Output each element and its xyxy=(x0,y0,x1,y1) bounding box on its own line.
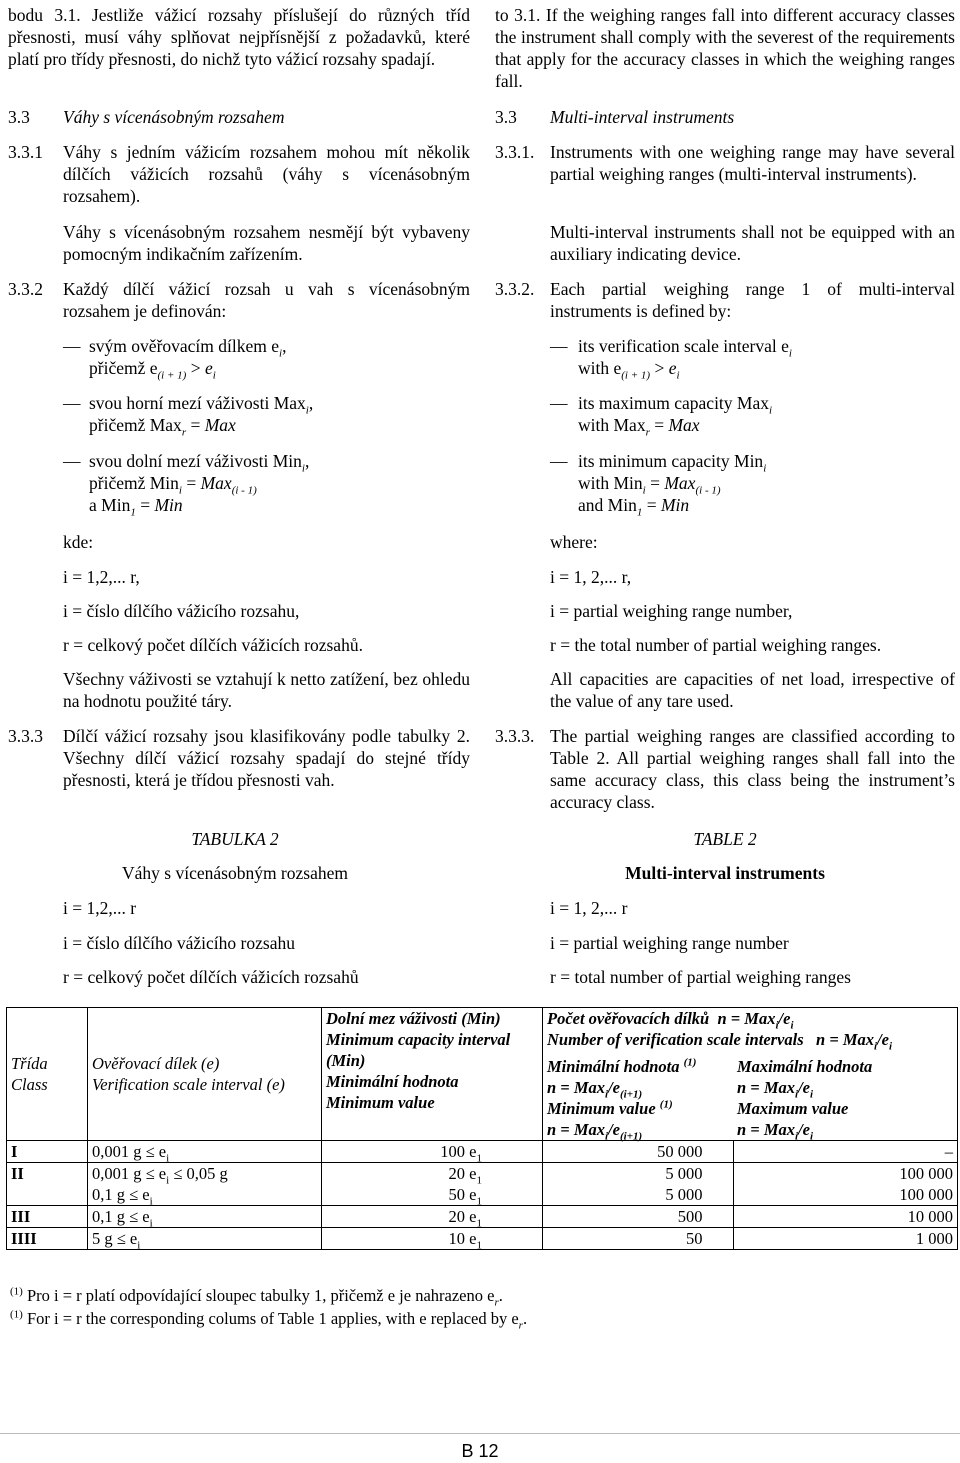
section-number: 3.3 xyxy=(495,107,517,127)
def-text: its verification scale interval e xyxy=(578,336,789,356)
cz-para-331 xyxy=(8,141,470,207)
section-number: 3.3 xyxy=(8,107,30,127)
e-cell: 0,001 $g \le e_i \le 0,05$ g 0,1 $g \le e_i$ xyxy=(88,1163,322,1206)
en-table-i-def: i = partial weighing range number xyxy=(550,933,789,953)
min-cell: 10 $e_1$ xyxy=(322,1228,543,1250)
para-number: 3.3.3 xyxy=(8,726,43,746)
footnote-text: For i = r the corresponding colums of Table 1 applies, with e replaced by e xyxy=(26,1309,519,1328)
cz-all-capacities: Všechny váživosti se vztahují k netto zatížení, bez ohledu na hodnotu použité táry. xyxy=(63,669,470,711)
class-cell: II xyxy=(7,1163,88,1206)
para-number: 3.3.1 xyxy=(8,142,43,162)
def-item-2: — its maximum capacity Max$_i$ with Max$_r$ = Max xyxy=(550,393,773,439)
def-item-3: — its minimum capacity Min$_i$ with Min$_i$ = Max$_{(i - 1)}$ and Min$_1$ = Min xyxy=(550,451,767,519)
cz-para-331b: Váhy s vícenásobným rozsahem nesmějí být vybaveny pomocným indikačním zařízením. xyxy=(63,222,470,264)
def-text: přičemž e xyxy=(89,358,158,378)
header-text: Minimum value xyxy=(326,1093,435,1112)
para-text: Dílčí vážicí rozsahy jsou klasifikovány podle tabulky 2. Všechny dílčí vážicí rozsahy spadají do stejné třídy přesnosti, která je třídou přesnosti vah. xyxy=(63,726,470,790)
footnote-cz: $^{(1)}$ Pro i = r platí odpovídající sloupec tabulky 1, přičemž e je nahrazeno $e_r$. xyxy=(10,1285,503,1309)
def-text: a Min xyxy=(89,495,131,515)
def-item-2: — svou horní mezí váživosti Max$_i$, přičemž Max$_r$ = Max xyxy=(63,393,314,439)
def-item-1: — svým ověřovacím dílkem $e_i$, přičemž $e_{(i + 1)} > e_i$ xyxy=(63,336,287,382)
header-text: Minimum value xyxy=(547,1099,656,1118)
cell-text: 0,001 g ≤ e xyxy=(92,1164,167,1183)
en-intro: to 3.1. If the weighing ranges fall into different accuracy classes the instrument shall comply with the severest of the requirements that apply for the accuracy classes in which the weighing ranges fall. xyxy=(495,5,955,91)
nmax-cell: – xyxy=(733,1141,958,1163)
nmin-cell xyxy=(543,1163,734,1206)
e-cell: 5 $g \le e_i$ xyxy=(88,1228,322,1250)
e-cell: 0,1 $g \le e_i$ xyxy=(88,1206,322,1228)
nmax-cell: 10 000 xyxy=(733,1206,958,1228)
en-table-subtitle: Multi-interval instruments xyxy=(625,863,825,883)
class-cell: IIII xyxy=(7,1228,88,1250)
cz-para-332 xyxy=(8,278,470,322)
header-text: Number of verification scale intervals xyxy=(547,1030,804,1049)
header-text: Dolní mez váživosti (Min) xyxy=(326,1009,501,1028)
cell-text: 0,001 g ≤ e xyxy=(92,1142,167,1161)
para-number: 3.3.3. xyxy=(495,726,535,746)
cell-text: 100 000 xyxy=(899,1185,953,1204)
cell-text: 5 000 xyxy=(665,1185,703,1204)
dash: — xyxy=(550,336,568,356)
def-text: přičemž Max xyxy=(89,415,182,435)
para-number: 3.3.2. xyxy=(495,279,535,299)
para-text: The partial weighing ranges are classified according to Table 2. All partial weighing ranges shall fall into the same accuracy class, this class being the instrument’s accuracy class. xyxy=(550,726,955,812)
nmax-cell xyxy=(733,1163,958,1206)
cz-r-def: r = celkový počet dílčích vážicích rozsahů. xyxy=(63,635,363,655)
dash: — xyxy=(550,451,568,471)
dash: — xyxy=(550,393,568,413)
def-text: with e xyxy=(578,358,622,378)
table-row xyxy=(7,1228,958,1250)
footnote-mark: (1) xyxy=(10,1308,23,1321)
def-text: svou horní mezí váživosti Max xyxy=(89,393,306,413)
dash: — xyxy=(63,336,81,356)
cz-i-line: i = 1,2,... r, xyxy=(63,567,140,587)
header-text: Minimum capacity interval (Min) xyxy=(326,1030,511,1070)
cz-table-i-def: i = číslo dílčího vážicího rozsahu xyxy=(63,933,295,953)
dash: — xyxy=(63,393,81,413)
section-title: Váhy s vícenásobným rozsahem xyxy=(63,107,285,127)
en-all-capacities: All capacities are capacities of net load, irrespective of the value of any tare used. xyxy=(550,669,955,711)
cz-para-333 xyxy=(8,725,470,791)
cell-text: 0,1 g ≤ e xyxy=(92,1207,150,1226)
table-row xyxy=(7,1163,958,1206)
en-i-def: i = partial weighing range number, xyxy=(550,601,793,621)
header-text: Minimální hodnota xyxy=(326,1072,459,1091)
def-text: its maximum capacity Max xyxy=(578,393,769,413)
cz-section-heading xyxy=(8,106,470,128)
en-table-i: i = 1, 2,... r xyxy=(550,898,628,918)
cz-intro: bodu 3.1. Jestliže vážicí rozsahy příslušejí do různých tříd přesnosti, musí váhy splňovat nejpřísnější z požadavků, které platí pro třídy přesnosti, do nichž tyto vážicí rozsahy spadají. xyxy=(8,5,470,69)
cz-table-i: i = 1,2,... r xyxy=(63,898,137,918)
footnote-mark: (1) xyxy=(659,1098,673,1111)
header-text: Verification scale interval (e) xyxy=(92,1075,285,1094)
header-n-min: Minimální hodnota $^{(1)}$ $n = Max_i/e_{(i+1)}$ Minimum value $^{(1)}$ $n = Max_i/e_{(i+1)}$ xyxy=(543,1050,734,1141)
section-title: Multi-interval instruments xyxy=(550,107,735,127)
header-n-intervals: Počet ověřovacích dílků $n = Max_i/e_i$ Number of verification scale intervals $n = Max_i/e_i$ xyxy=(543,1008,958,1051)
en-table-title: TABLE 2 xyxy=(693,829,757,849)
cell-text: 0,1 g ≤ e xyxy=(92,1185,150,1204)
en-where: where: xyxy=(550,532,598,552)
def-text: svým ověřovacím dílkem e xyxy=(89,336,280,356)
min-cell: 100 $e_1$ xyxy=(322,1141,543,1163)
nmin-cell: 50 xyxy=(543,1228,734,1250)
dash: — xyxy=(63,451,81,471)
header-text: Ověřovací dílek (e) xyxy=(92,1054,220,1073)
footnote-text: Pro i = r platí odpovídající sloupec tabulky 1, přičemž e je nahrazeno e xyxy=(26,1286,495,1305)
multi-interval-table xyxy=(6,1007,958,1250)
para-text: Each partial weighing range 1 of multi-interval instruments is defined by: xyxy=(550,279,955,321)
para-number: 3.3.2 xyxy=(8,279,43,299)
cz-i-def: i = číslo dílčího vážicího rozsahu, xyxy=(63,601,300,621)
cz-table-subtitle: Váhy s vícenásobným rozsahem xyxy=(122,863,348,883)
nmin-cell: 500 xyxy=(543,1206,734,1228)
def-text: with Min xyxy=(578,473,643,493)
para-text: Každý dílčí vážicí rozsah u vah s vícenásobným rozsahem je definován: xyxy=(63,279,470,321)
en-r-def: r = the total number of partial weighing ranges. xyxy=(550,635,882,655)
cell-text: 20 e xyxy=(448,1207,477,1226)
min-cell: 20 $e_1$ 50 $e_1$ xyxy=(322,1163,543,1206)
cell-text: 20 e xyxy=(448,1164,477,1183)
def-text: svou dolní mezí váživosti Min xyxy=(89,451,302,471)
def-item-3: — svou dolní mezí váživosti Min$_i$, přičemž Min$_i$ = Max$_{(i - 1)}$ a Min$_1$ = Min xyxy=(63,451,310,519)
para-text: Váhy s jedním vážicím rozsahem mohou mít několik dílčích vážicích rozsahů (váhy s vícenásobným rozsahem). xyxy=(63,142,470,206)
en-para-331 xyxy=(495,141,955,185)
cz-def-list xyxy=(63,335,525,530)
e-cell: 0,001 $g \le e_i$ xyxy=(88,1141,322,1163)
en-para-331b: Multi-interval instruments shall not be equipped with an auxiliary indicating device. xyxy=(550,222,955,264)
en-para-333 xyxy=(495,725,955,813)
table-row xyxy=(7,1141,958,1163)
en-i-line: i = 1, 2,... r, xyxy=(550,567,632,587)
footer-divider xyxy=(0,1433,960,1434)
cell-text: 5 000 xyxy=(665,1164,703,1183)
class-cell: I xyxy=(7,1141,88,1163)
footnote-mark: (1) xyxy=(10,1285,23,1298)
en-table-r-def: r = total number of partial weighing ranges xyxy=(550,967,851,987)
en-para-332 xyxy=(495,278,955,322)
cell-text: ≤ 0,05 g xyxy=(169,1164,228,1183)
cell-text: 5 g ≤ e xyxy=(92,1229,138,1248)
def-item-1: — its verification scale interval $e_i$ with $e_{(i + 1)} > e_i$ xyxy=(550,336,792,382)
para-number: 3.3.1. xyxy=(495,142,535,162)
cz-table-r-def: r = celkový počet dílčích vážicích rozsahů xyxy=(63,967,359,987)
header-min-capacity xyxy=(322,1008,543,1141)
table-row xyxy=(7,1206,958,1228)
header-n-max: Maximální hodnota $n = Max_i/e_i$ Maximum value $n = Max_i/e_i$ xyxy=(733,1050,958,1141)
header-verification-interval xyxy=(88,1008,322,1141)
header-text: Třída xyxy=(11,1054,48,1073)
def-text: its minimum capacity Min xyxy=(578,451,764,471)
def-text: and Min xyxy=(578,495,637,515)
en-section-heading xyxy=(495,106,955,128)
table-header-row xyxy=(7,1008,958,1051)
header-text: Počet ověřovacích dílků xyxy=(547,1009,710,1028)
page-number: B 12 xyxy=(461,1441,499,1461)
cell-text: 100 000 xyxy=(899,1164,953,1183)
cz-table-title: TABULKA 2 xyxy=(191,829,279,849)
para-text: Instruments with one weighing range may have several partial weighing ranges (multi-interval instruments). xyxy=(550,142,955,184)
header-class xyxy=(7,1008,88,1141)
en-def-list xyxy=(550,335,955,530)
footnote-mark: (1) xyxy=(683,1056,697,1069)
header-text: Class xyxy=(11,1075,48,1094)
def-text: přičemž Min xyxy=(89,473,179,493)
header-text: Maximum value xyxy=(737,1099,849,1118)
header-text: Maximální hodnota xyxy=(737,1057,873,1076)
class-cell: III xyxy=(7,1206,88,1228)
footnote-en: $^{(1)}$ For i = r the corresponding colums of Table 1 applies, with e replaced by $e_r$. xyxy=(10,1308,528,1332)
nmin-cell: 50 000 xyxy=(543,1141,734,1163)
cell-text: 10 e xyxy=(448,1229,477,1248)
cz-kde: kde: xyxy=(63,532,94,552)
cell-text: 100 e xyxy=(440,1142,477,1161)
min-cell: 20 $e_1$ xyxy=(322,1206,543,1228)
nmax-cell: 1 000 xyxy=(733,1228,958,1250)
def-text: with Max xyxy=(578,415,646,435)
header-text: Minimální hodnota xyxy=(547,1057,680,1076)
cell-text: 50 e xyxy=(448,1185,477,1204)
